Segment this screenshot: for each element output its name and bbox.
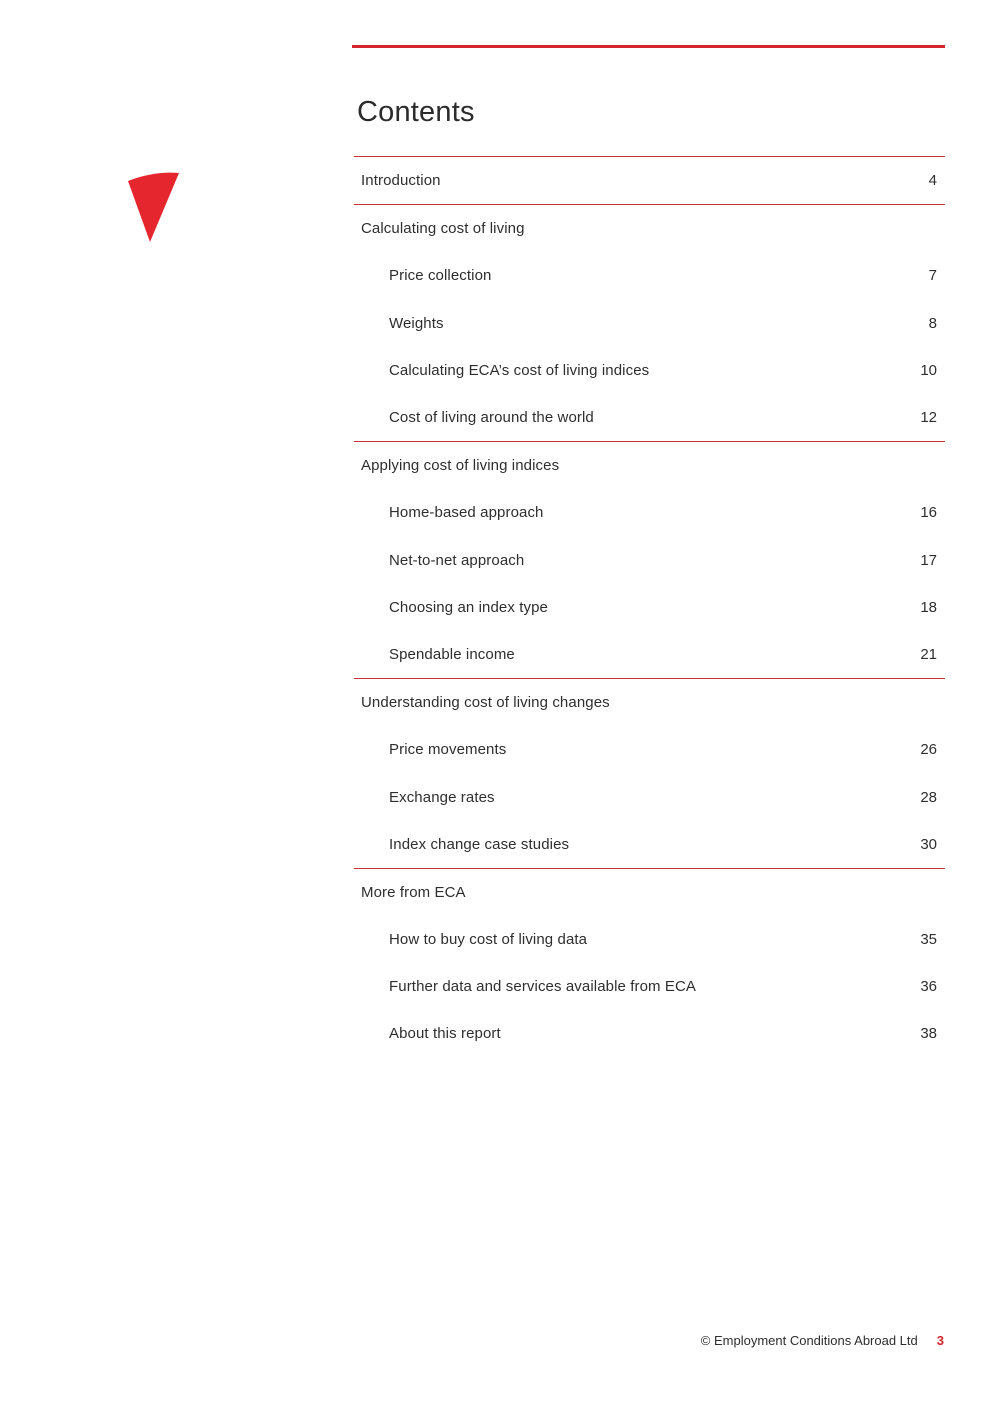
toc-subentry-label: Price movements	[389, 741, 507, 759]
toc-subentry-page: 7	[928, 267, 937, 285]
toc-subentry-label: About this report	[389, 1025, 501, 1043]
toc-entry-label: Understanding cost of living changes	[361, 694, 610, 712]
toc-subentry-label: Net-to-net approach	[389, 551, 525, 569]
toc-subentry[interactable]	[354, 584, 945, 631]
toc-subentry[interactable]	[354, 489, 945, 536]
toc-section	[354, 204, 945, 441]
toc-subentry[interactable]	[354, 300, 945, 347]
toc-subentry-label: Cost of living around the world	[389, 409, 594, 427]
toc-subentry[interactable]	[354, 252, 945, 299]
toc-entry[interactable]	[354, 157, 945, 204]
toc-entry-page: 4	[928, 172, 937, 190]
toc-subentry[interactable]	[354, 631, 945, 678]
toc-subentry[interactable]	[354, 537, 945, 584]
toc-subentry-page: 21	[920, 645, 937, 663]
page-footer	[701, 1333, 944, 1348]
table-of-contents	[354, 156, 945, 1058]
toc-subentry-page: 36	[920, 978, 937, 996]
toc-entry-label: More from ECA	[361, 883, 466, 901]
toc-subentry-label: Spendable income	[389, 645, 515, 663]
toc-subentry-label: Further data and services available from ECA	[389, 978, 697, 996]
toc-subentry[interactable]	[354, 773, 945, 820]
copyright-text: © Employment Conditions Abroad Ltd	[700, 1333, 918, 1348]
toc-subentry-label: Home-based approach	[389, 504, 544, 522]
toc-subentry[interactable]	[354, 916, 945, 963]
toc-subentry[interactable]	[354, 394, 945, 441]
toc-entry[interactable]	[354, 869, 945, 916]
toc-subentry[interactable]	[354, 347, 945, 394]
page-title: Contents	[357, 96, 475, 128]
toc-subentry-page: 30	[920, 835, 937, 853]
toc-subentry-page: 28	[920, 788, 937, 806]
toc-entry-label: Applying cost of living indices	[361, 457, 560, 475]
toc-subentry-label: Price collection	[389, 267, 492, 285]
toc-entry-label: Introduction	[361, 172, 441, 190]
toc-subentry-label: Exchange rates	[389, 788, 495, 806]
toc-subentry-page: 16	[920, 504, 937, 522]
toc-subentry-page: 10	[920, 361, 937, 379]
toc-subentry-label: Calculating ECA’s cost of living indices	[389, 361, 650, 379]
toc-subentry[interactable]	[354, 726, 945, 773]
toc-subentry-page: 17	[920, 551, 937, 569]
toc-subentry-label: Weights	[389, 314, 444, 332]
toc-subentry[interactable]	[354, 1010, 945, 1057]
toc-entry[interactable]	[354, 205, 945, 252]
toc-subentry-label: Index change case studies	[389, 835, 570, 853]
toc-section	[354, 441, 945, 678]
toc-subentry[interactable]	[354, 821, 945, 868]
toc-subentry-page: 18	[920, 598, 937, 616]
toc-subentry-page: 26	[920, 741, 937, 759]
toc-subentry-label: Choosing an index type	[389, 598, 548, 616]
toc-subentry-page: 12	[920, 409, 937, 427]
toc-subentry-page: 8	[928, 314, 937, 332]
toc-subentry-label: How to buy cost of living data	[389, 931, 588, 949]
toc-section	[354, 868, 945, 1058]
toc-entry[interactable]	[354, 679, 945, 726]
toc-entry[interactable]	[354, 442, 945, 489]
toc-subentry-page: 35	[920, 931, 937, 949]
red-triangle-mark-icon	[126, 171, 182, 245]
toc-subentry-page: 38	[920, 1025, 937, 1043]
toc-subentry[interactable]	[354, 963, 945, 1010]
toc-section	[354, 156, 945, 204]
page-number: 3	[936, 1333, 944, 1348]
toc-entry-label: Calculating cost of living	[361, 220, 525, 238]
top-accent-rule	[352, 45, 945, 48]
toc-section	[354, 678, 945, 868]
